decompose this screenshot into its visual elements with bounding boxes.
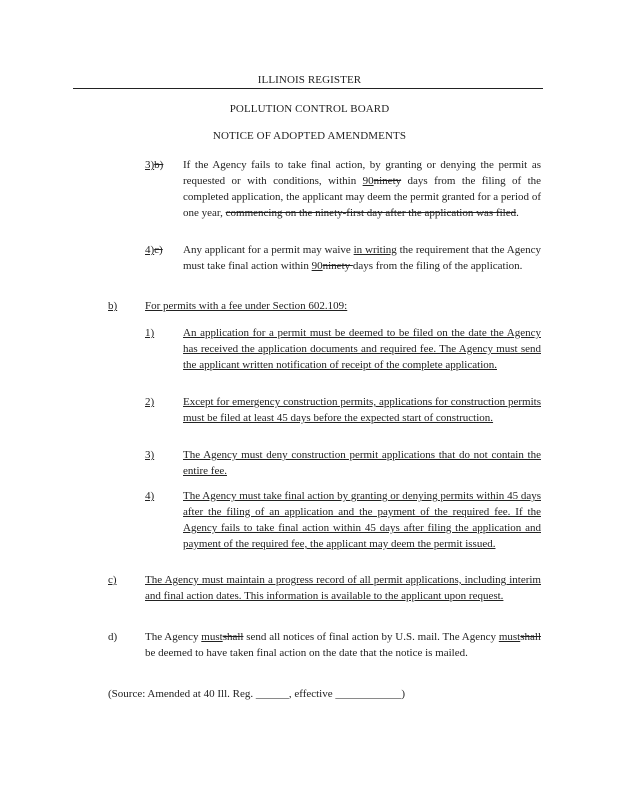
item-3-label-old: b)	[154, 159, 164, 171]
item-d-text: The Agency mustshall send all notices of final action by U.S. mail. The Agency mustshall be deemed to have taken final action on the date that the notice is mailed.	[145, 631, 541, 659]
item-b4-label: 4)	[145, 490, 155, 502]
item-b-label: b)	[108, 300, 118, 312]
source-note: (Source: Amended at 40 Ill. Reg. ______, effective ____________)	[108, 688, 406, 700]
item-b1-text: An application for a permit must be deemed to be filed on the date the Agency has received the application documents and required fee. The Agency must send the applicant written notification of receipt of the complete application.	[183, 327, 541, 371]
item-b2-text: Except for emergency construction permits, applications for construction permits must be filed at least 45 days before the expected start of construction.	[183, 396, 541, 424]
item-b1-label: 1)	[145, 327, 155, 339]
item-b-text: For permits with a fee under Section 602.109:	[145, 300, 348, 312]
item-c-text: The Agency must maintain a progress record of all permit applications, including interim and final action dates. This information is available to the applicant upon request.	[145, 574, 541, 602]
item-b3-text: The Agency must deny construction permit applications that do not contain the entire fee.	[183, 449, 541, 477]
item-b4-text: The Agency must take final action by granting or denying permits within 45 days after the filing of an application and the payment of the required fee. If the Agency fails to take final action within 45 days after filing the application and payment of the required fee, the applicant may deem the permit issued.	[183, 490, 541, 550]
header-rule	[73, 88, 543, 89]
item-b3-label: 3)	[145, 449, 155, 461]
item-4-label	[145, 242, 163, 258]
item-4-label-new: 4)	[145, 244, 155, 256]
item-c-label: c)	[108, 574, 117, 586]
item-4-text: Any applicant for a permit may waive in writing the requirement that the Agency must take final action within 90ninety days from the filing of the application.	[183, 244, 541, 272]
board-title: POLLUTION CONTROL BOARD	[229, 103, 390, 115]
item-b2-label: 2)	[145, 396, 155, 408]
item-3-label	[145, 157, 163, 173]
register-title: ILLINOIS REGISTER	[257, 74, 362, 86]
item-3-label-new: 3)	[145, 159, 155, 171]
item-3-text: If the Agency fails to take final action, by granting or denying the permit as requested or with conditions, within 90ninety days from the filing of the completed application, the applicant may deem the permit granted for a period of one year, commencing on the ninety-first day after the application was filed.	[183, 159, 542, 219]
item-4-label-old: c)	[154, 244, 163, 256]
item-d-label: d)	[108, 631, 118, 643]
notice-title: NOTICE OF ADOPTED AMENDMENTS	[212, 130, 407, 142]
